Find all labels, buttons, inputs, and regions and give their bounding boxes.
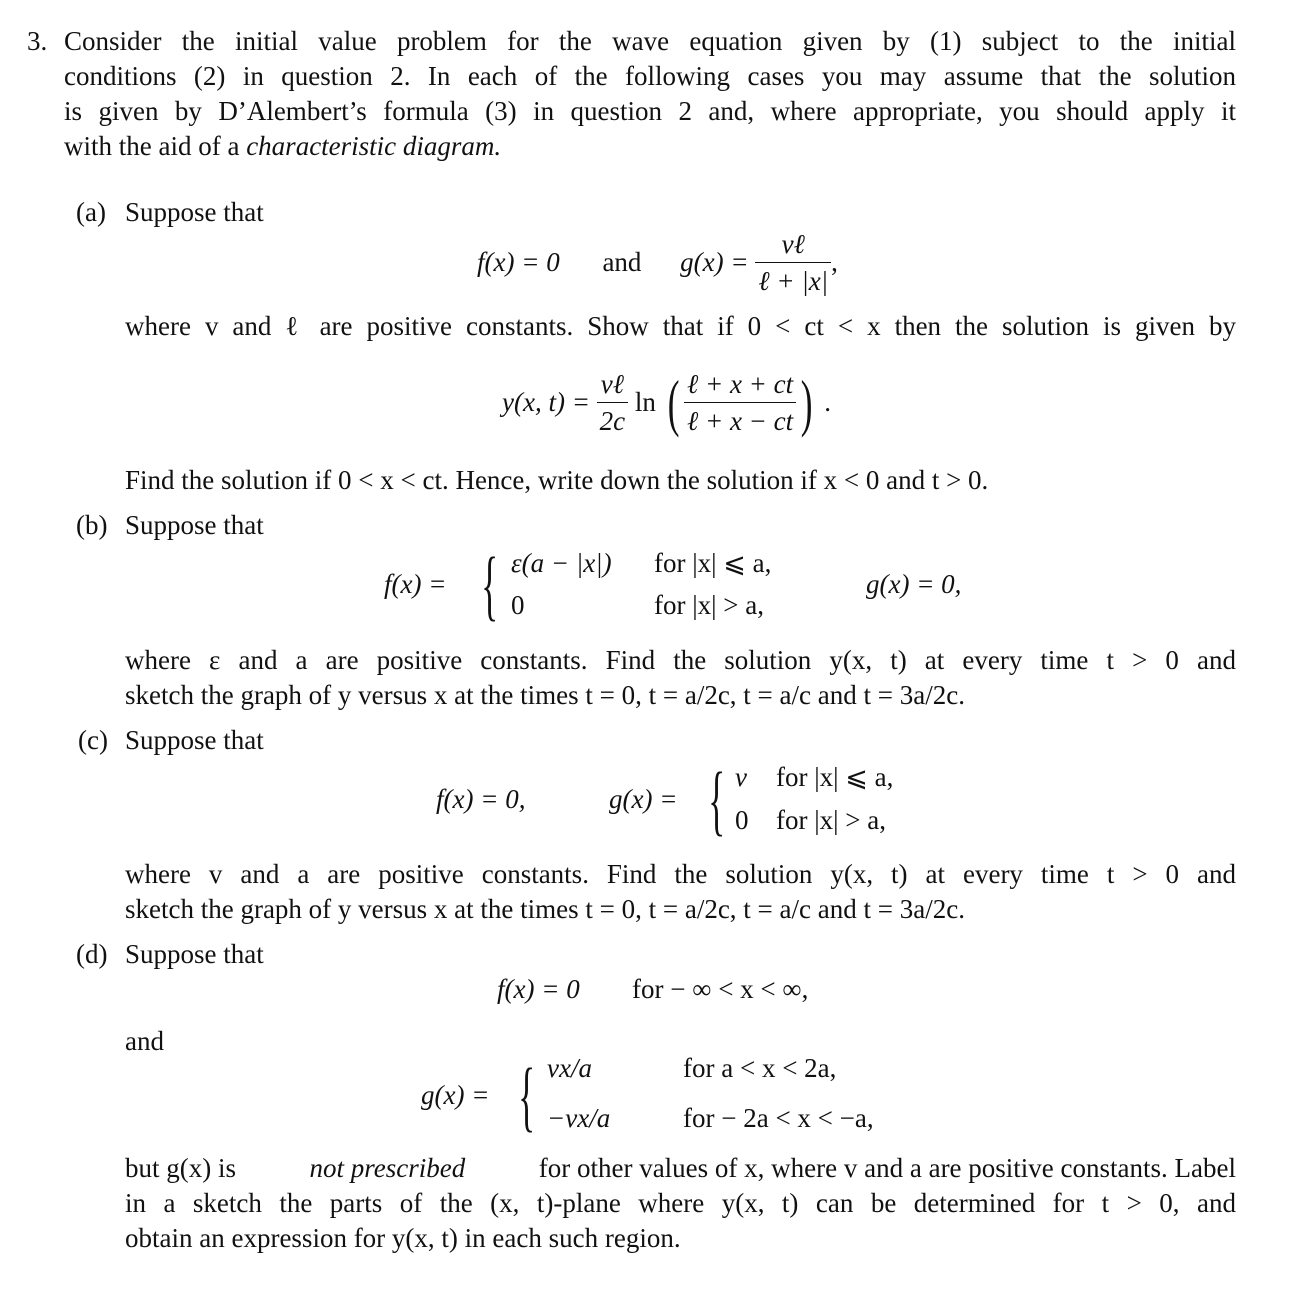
- part-a-left-paren: (: [667, 367, 680, 438]
- part-b-suppose: Suppose that: [125, 510, 264, 540]
- part-d-label: (d): [76, 939, 108, 969]
- part-c-case1-cond: for |x| ⩽ a,: [776, 762, 894, 792]
- part-d-but-l1c: for other values of x, where v and a are positive constants. Label: [538, 1153, 1236, 1183]
- part-d-but-l3: obtain an expression for y(x, t) in each such region.: [125, 1223, 681, 1253]
- intro-line-1: Consider the initial value problem for the wave equation given by (1) subject to the initial: [64, 26, 1236, 56]
- question-number: 3.: [27, 26, 48, 56]
- part-c-where-l1: where v and a are positive constants. Find the solution y(x, t) at every time t > 0 and: [125, 859, 1236, 889]
- part-c-label: (c): [78, 725, 108, 755]
- part-b-f-lhs: f(x) =: [384, 569, 447, 599]
- part-b-where-l1: where ε and a are positive constants. Find the solution y(x, t) at every time t > 0 and: [125, 645, 1236, 675]
- part-a-y-lhs: y(x, t) =: [502, 387, 590, 417]
- part-d-but-l2: in a sketch the parts of the (x, t)-plane where y(x, t) can be determined for t > 0, and: [125, 1188, 1236, 1218]
- part-b-g-eq: g(x) = 0,: [866, 569, 962, 599]
- part-a-where: where v and ℓ are positive constants. Show that if 0 < ct < x then the solution is given by: [125, 311, 1236, 341]
- intro-line-3: is given by D’Alembert’s formula (3) in question 2 and, where appropriate, you should apply it: [64, 96, 1236, 126]
- part-a-g-lhs: g(x) =: [680, 247, 749, 277]
- part-a-g-den: ℓ + |x|: [755, 262, 831, 299]
- part-b-case2-val: 0: [511, 590, 525, 620]
- part-a-period: .: [824, 387, 831, 417]
- part-c-brace: {: [708, 756, 726, 843]
- part-b-where-l2: sketch the graph of y versus x at the times t = 0, t = a/2c, t = a/c and t = 3a/2c.: [125, 680, 965, 710]
- part-d-but-l1a: but g(x) is: [125, 1153, 236, 1183]
- part-b-label: (b): [76, 510, 108, 540]
- part-a-y-coef-den: 2c: [597, 402, 628, 439]
- part-a-initial-conditions: [477, 226, 838, 299]
- part-b-brace: {: [481, 541, 499, 628]
- part-c-case2-cond: for |x| > a,: [776, 805, 887, 835]
- part-c-case2-val: 0: [735, 805, 749, 835]
- part-b-case2-cond: for |x| > a,: [654, 590, 765, 620]
- part-c-where-l2: sketch the graph of y versus x at the times t = 0, t = a/2c, t = a/c and t = 3a/2c.: [125, 894, 965, 924]
- part-a-y-arg: [684, 366, 796, 439]
- part-d-f-cond: for − ∞ < x < ∞,: [632, 974, 809, 1004]
- part-d-suppose: Suppose that: [125, 939, 264, 969]
- part-c-suppose: Suppose that: [125, 725, 264, 755]
- part-d-but-l1b: not prescribed: [309, 1153, 466, 1183]
- part-a-f-eq: f(x) = 0: [477, 247, 560, 277]
- part-a-and: and: [602, 247, 642, 277]
- part-d-and: and: [125, 1026, 164, 1056]
- part-d-g-lhs: g(x) =: [421, 1080, 490, 1110]
- part-d-case2-val: −vx/a: [547, 1103, 611, 1133]
- part-b-case1-val: ε(a − |x|): [511, 548, 612, 578]
- part-a-solution: [502, 366, 831, 439]
- part-d-case2-cond: for − 2a < x < −a,: [683, 1103, 874, 1133]
- part-a-label: (a): [76, 197, 106, 227]
- part-d-case1-val: vx/a: [547, 1053, 592, 1083]
- part-a-y-arg-num: ℓ + x + ct: [686, 369, 794, 399]
- part-a-y-arg-den: ℓ + x − ct: [684, 402, 796, 439]
- part-a-find: Find the solution if 0 < x < ct. Hence, write down the solution if x < 0 and t > 0.: [125, 465, 989, 495]
- part-a-g-fraction: [755, 226, 831, 299]
- part-d-f-eq: f(x) = 0: [497, 974, 580, 1004]
- part-d-but-l1: [125, 1151, 1236, 1186]
- part-a-right-paren: ): [800, 367, 813, 438]
- part-a-g-comma: ,: [831, 247, 838, 277]
- part-a-suppose: Suppose that: [125, 197, 264, 227]
- part-a-ln: ln: [634, 387, 656, 417]
- part-a-g-num: vℓ: [781, 229, 805, 259]
- intro-line-4-text: with the aid of a: [64, 131, 240, 161]
- intro-line-2: conditions (2) in question 2. In each of the following cases you may assume that the solution: [64, 61, 1236, 91]
- part-a-y-coef: [597, 366, 628, 439]
- part-c-case1-val: v: [735, 762, 747, 792]
- part-d-brace: {: [518, 1052, 536, 1139]
- part-c-g-lhs: g(x) =: [609, 784, 678, 814]
- part-b-case1-cond: for |x| ⩽ a,: [654, 548, 772, 578]
- part-d-case1-cond: for a < x < 2a,: [683, 1053, 837, 1083]
- intro-line-4: [64, 129, 501, 164]
- part-a-y-coef-num: vℓ: [600, 369, 625, 399]
- intro-line-4-emph: characteristic diagram.: [246, 131, 502, 161]
- part-c-f-eq: f(x) = 0,: [436, 784, 526, 814]
